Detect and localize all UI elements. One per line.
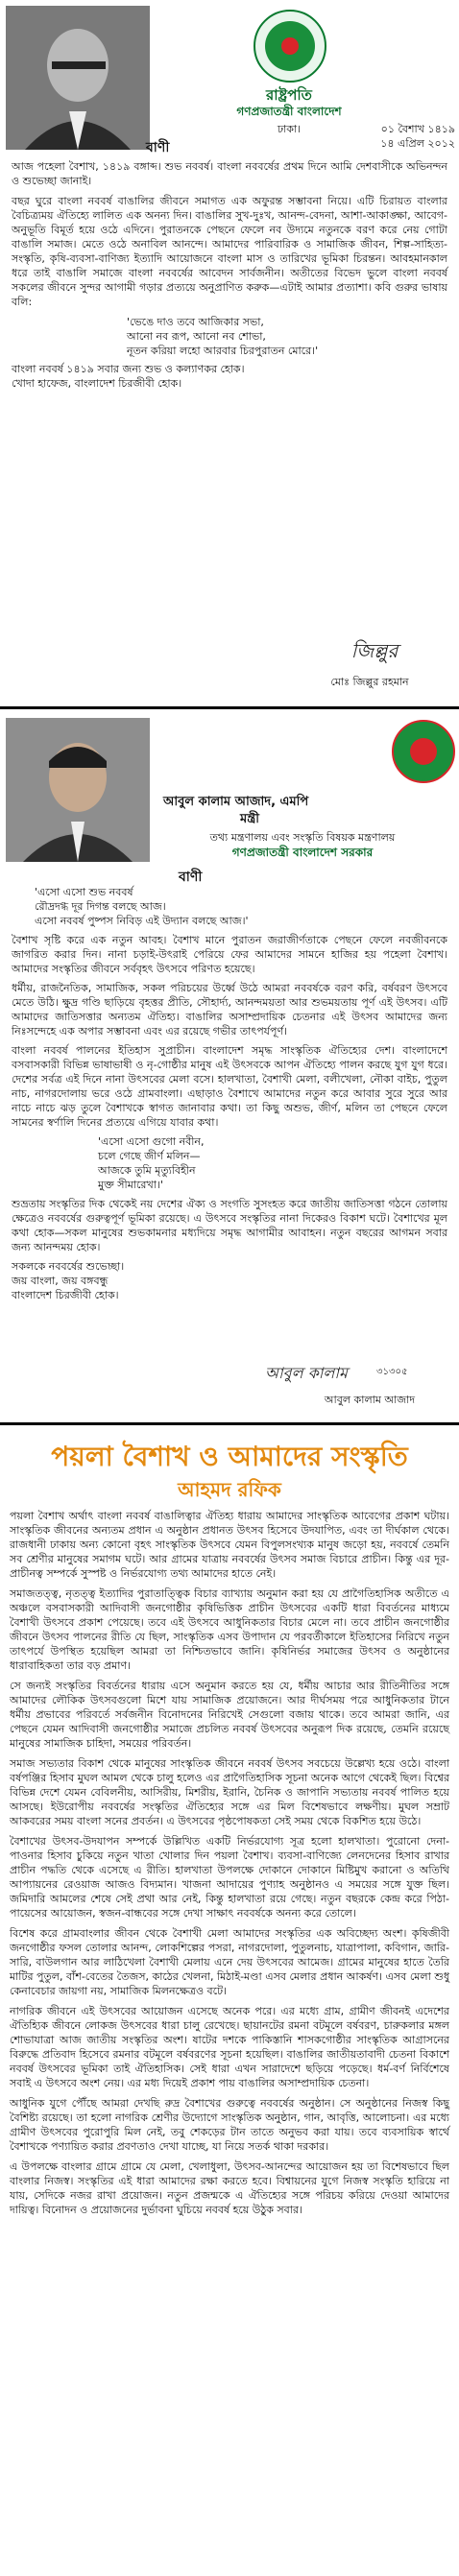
- article-paragraph: পয়লা বৈশাখ অর্থাৎ বাংলা নববর্ষ বাঙালিত্বার ঐতিহ্য ধারায় আমাদের সাংস্কৃতিক আবেগের প্রকাশ ঘটায়। সাংস্কৃতিক জীবনের অন্যতম প্রধান এ অনুষ্ঠান প্রধানত উৎসব হিসেবে উদযাপিত, এবং তা দীর্ঘকাল থেকে। রাজধানী ঢাকায় অন্য কোনো বৃহৎ সাংস্কৃতিক উৎসবে যেমন বিপুলসংখ্যক মানুষ জড়ো হয়, নববর্ষে তেমনি সব শ্রেণীর মানুষের সমাগম ঘটে। আর গ্রামের যাত্রায় নববর্ষের উৎসব সমাজ বিচারে প্রাচীন। কিন্তু এর দূর-প্রাচীনত্ব সম্পর্কে সুস্পষ্ট ও নির্ভরযোগ্য তথ্য আমাদের হাতে নেই।: [10, 1510, 449, 1580]
- president-title: রাষ্ট্রপতি: [266, 86, 312, 104]
- minister-paragraph: জয় বাংলা, জয় বঙ্গবন্ধু: [12, 1275, 109, 1287]
- article-paragraph: সমাজ সভ্যতার বিকাশ থেকে মানুষের সাংস্কৃতিক জীবনে নববর্ষ উৎসব সবচেয়ে উল্লেখ্য হয়ে ওঠে। বাংলা বর্ষপঞ্জির হিসাব মুঘল আমল থেকে চালু হলেও এর প্রাগৈতিহাসিক সূচনা অনেক আগে থেকেই ছিল। বিশ্বের বিভিন্ন দেশে যেমন বেবিলনীয়, আসিরীয়, মিশরীয়, ইরানি, চৈনিক ও জাপানি সভ্যতায় নববর্ষ পালিত হয়ে আসছে। ইউরোপীয় নববর্ষের সংস্কৃতির ঐতিহ্যের সঙ্গে এর মিল বিশেষভাবে লক্ষণীয়। মুঘল সম্রাট আকবরের সময় বাংলা সনের প্রবর্তন। এ উৎসবের পৃষ্ঠপোষকতা সেই সময় থেকে বিকশিত হয়ে উঠে।: [10, 1757, 449, 1827]
- minister-ministry: তথ্য মন্ত্রণালয় এবং সংস্কৃতি বিষয়ক মন্ত্রণালয়: [209, 831, 396, 844]
- bangladesh-emblem-icon: [254, 10, 326, 83]
- president-photo: [6, 6, 150, 150]
- poem-line: 'ভেঙে দাও তবে আজিকার সভা,: [127, 316, 264, 328]
- minister-paragraph: সকলকে নববর্ষের শুভেচ্ছা।: [12, 1260, 125, 1273]
- president-poem: [12, 315, 447, 358]
- president-message-section: [0, 0, 459, 709]
- president-date-bengali: ০১ বৈশাখ ১৪১৯: [380, 123, 455, 135]
- article-paragraph: বিশেষ করে গ্রামবাংলার জীবন থেকে বৈশাখী মেলা আমাদের সংস্কৃতির এক অবিচ্ছেদ্য অংশ। কৃষিজীবী জনগোষ্ঠীর ফসল তোলার আনন্দ, লোকশিল্পের পসরা, নাগরদোলা, পুতুলনাচ, যাত্রাপালা, কবিগান, জারি-সারি, বাউলগান আর লাঠিখেলা বৈশাখী মেলায় এনে দেয় উৎসবের আমেজ। গ্রামের মানুষের হাতে তৈরি মাটির পুতুল, বাঁশ-বেতের তৈজস, কাঠের খেলনা, মিঠাই-মণ্ডা এসব মেলার প্রধান আকর্ষণ। এসব মেলা শুধু কেনাবেচার জায়গা নয়, সামাজিক মিলনক্ষেত্রও বটে।: [10, 1927, 449, 1997]
- minister-signature-date: ৩১৩০৫: [376, 1367, 408, 1377]
- president-paragraph: খোদা হাফেজ, বাংলাদেশ চিরজীবী হোক।: [12, 377, 182, 390]
- president-paragraph: বছর ঘুরে বাংলা নববর্ষ বাঙালির জীবনে সমাগত এক অফুরন্ত সম্ভাবনা নিয়ে। এটি চিরায়ত বাংলার বৈচিত্র্যময় ঐতিহ্যে লালিত এক অনন্য দিন। বাঙালির সুখ-দুঃখ, আনন্দ-বেদনা, আশা-আকাঙ্ক্ষা, আবেগ-অনুভূতি বিমূর্ত হয়ে ওঠে এদিনে। পুরাতনকে পেছনে ফেলে নব উদ্যমে নতুনকে বরণ করে নেয় গোটা বাঙালি সমাজ। মেতে ওঠে অনাবিল আনন্দে। আমাদের পারিবারিক ও সামাজিক জীবন, শিল্প-সাহিত্য-সংস্কৃতি, কৃষি-ব্যবসা-বাণিজ্য ইত্যাদি আয়োজনে বাংলা মাস ও তারিখের ভূমিকা চিরন্তন। আবহমানকাল ধরে তাই বাঙালি সমাজে বাংলা নববর্ষের আবেদন সার্বজনীন। অতীতের বিভেদ ভুলে বাংলা নববর্ষ সকলের জীবনে সুন্দর আগামী গড়ার প্রত্যয়ে অনুপ্রাণিত করুক—এটাই আমার প্রত্যাশা। কবি গুরুর ভাষায় বলি:: [12, 195, 447, 308]
- minister-message-section: [0, 712, 459, 1425]
- poem-line: মুক্ত সীমারেখা।': [98, 1179, 163, 1191]
- poem-line: রৌদ্রদগ্ধ দূর দিগন্ত বলছে আজ।: [35, 900, 166, 913]
- minister-message-body: [12, 885, 447, 1302]
- president-city: ঢাকা।: [277, 123, 302, 135]
- poem-line: চলে গেছে জীর্ণ মলিন—: [98, 1150, 201, 1162]
- president-paragraph: বাংলা নববর্ষ ১৪১৯ সবার জন্য শুভ ও কল্যাণকর হোক।: [12, 363, 245, 375]
- poem-line: এসো নববর্ষ পুষ্পস নিবিড় এই উদ্যান বলছে আজ।': [35, 915, 249, 927]
- article-paragraph: বৈশাখের উৎসব-উদযাপন সম্পর্কে উল্লিখিত একটি নির্ভরযোগ্য সূত্র হলো হালখাতা। পুরোনো দেনা-পাওনার হিসাব চুকিয়ে নতুন খাতা খোলার দিন পয়লা বৈশাখ। ব্যবসা-বাণিজ্যে লেনদেনের হিসাব রাখার প্রাচীন পদ্ধতি থেকে এসেছে এ রীতি। হালখাতা উপলক্ষে দোকানে দোকানে মিষ্টিমুখ করানো ও অতিথি আপ্যায়নের রেওয়াজ আজও বিদ্যমান। খাজনা আদায়ের পুণ্যাহ অনুষ্ঠানও এ সময়ের সঙ্গে যুক্ত ছিল। জমিদারি আমলের শেষে সেই প্রথা আর নেই, কিন্তু হালখাতা রয়ে গেছে। নতুন বছরকে কেন্দ্র করে পিঠা-পায়েসের আয়োজন, স্বজন-বান্ধবের সঙ্গে দেখা সাক্ষাৎ নববর্ষকে অনন্য করে তোলে।: [10, 1835, 449, 1920]
- minister-paragraph: বাংলা নববর্ষ পালনের ইতিহাস সুপ্রাচীন। বাংলাদেশ সমৃদ্ধ সাংস্কৃতিক ঐতিহ্যের দেশ। বাংলাদেশে বসবাসকারী বিভিন্ন ভাষাভাষী ও নৃ-গোষ্ঠীর মানুষ এই উৎসবকে আপন ঐতিহ্যে পালন করছে যুগ যুগ ধরে। দেশের সর্বত্র এই দিনে নানা উৎসবের মেলা বসে। হালখাতা, বৈশাখী মেলা, বলীখেলা, নৌকা বাইচ, পুতুল নাচ, নাগরদোলায় ভরে ওঠে গ্রামবাংলা। এছাড়াও বৈশাখে আমাদের নতুন করে আবার সুরে সুরে আর নাচে নাচে ঝড় তুলে বৈশাখকে স্বাগত জানাবার কথা। তা কিছু অশুভ, জীর্ণ, মলিন তা পেছনে ফেলে সামনের স্বর্ণালি দিনের প্রত্যয়ে এগিয়ে যাবার কথা।: [12, 1044, 447, 1129]
- minister-name-bottom: আবুল কালাম আজাদ: [324, 1394, 416, 1406]
- poem-line: আজকে তুমি মৃত্যুবিহীন: [98, 1164, 196, 1177]
- minister-message-heading: বাণী: [179, 870, 203, 885]
- minister-title: মন্ত্রী: [240, 812, 259, 826]
- minister-paragraph: বৈশাখ সৃষ্টি করে এক নতুন আবহ। বৈশাখ মানে পুরাতন জরাজীর্ণতাকে পেছনে ফেলে নবজীবনকে জাগরিত করার দিন। নানা চড়াই-উৎরাই পেরিয়ে ফের আমাদের সামনে হাজির হয় পহেলা বৈশাখ। আমাদের সংস্কৃতির জীবনে সর্ববৃহৎ উৎসবে পরিণত হয়েছে।: [12, 934, 447, 975]
- president-message-body: [12, 159, 447, 391]
- article-paragraph: সমাজতত্ত্ব, নৃতত্ত্ব ইত্যাদির পুরাতাত্ত্বিক বিচার ব্যাখ্যায় অনুমান করা হয় যে প্রাগৈতিহাসিক অতীতে এ অঞ্চলে বসবাসকারী আদিবাসী জনগোষ্ঠীর কৃষিভিত্তিক প্রাচীন উৎসবের একটি ধারা বিবর্তনের মাধ্যমে বৈশাখী উৎসবে প্রকাশ পেয়েছে। তবে এই উৎসবে আধুনিকতার বিচার মেলে না। তবে প্রাচীন জনগোষ্ঠীর জীবনে উৎসব পালনের রীতি যে ছিল, সাংস্কৃতিক এসব উপাদান যে পরবর্তীকালে ইতিহাসের নিরিখে নতুন তাৎপর্যে উপস্থিত হয়েছিল আমরা তা নিশ্চিতভাবে জানি। কৃষিনির্ভর সমাজের উৎসব ও অনুষ্ঠানের ধারাবাহিকতা তার বড় প্রমাণ।: [10, 1587, 449, 1672]
- poem-line: নূতন করিয়া লহো আরবার চিরপুরাতন মোরে।': [127, 345, 319, 357]
- government-seal-icon: [392, 720, 455, 783]
- article-paragraph: এ উপলক্ষে বাংলার গ্রামে গ্রামে যে মেলা, খেলাধুলা, উৎসব-আনন্দের আয়োজন হয় তা বিশেষভাবে ছিল বাংলার নিজস্ব। সংস্কৃতির এই ধারা আমাদের রক্ষা করতে হবে। বিশ্বায়নের যুগে নিজস্ব সংস্কৃতি হারিয়ে না যায়, সেদিকে নজর রাখা প্রয়োজন। নতুন প্রজন্মকে এ ঐতিহ্যের সঙ্গে পরিচয় করিয়ে দেওয়া আমাদের দায়িত্ব। বিনোদন ও প্রয়োজনের দুর্ভাবনা ঘুচিয়ে নববর্ষ হয়ে উঠুক সবার।: [10, 2160, 449, 2216]
- president-signature: জিল্লুর: [350, 639, 399, 662]
- article-section: [0, 1428, 459, 2576]
- poem-line: আনো নব রূপ, আনো নব শোভা,: [127, 330, 266, 343]
- article-paragraph: নাগরিক জীবনে এই উৎসবের আয়োজন এসেছে অনেক পরে। এর মধ্যে গ্রাম, গ্রামীণ জীবনই এদেশের ঐতিহ্যিক জীবনে লোকজ উৎসবের ধারা চালু রেখেছে। ছায়ানটের রমনা বটমূলে বর্ষবরণ, চারুকলার মঙ্গল শোভাযাত্রা আজ জাতীয় সংস্কৃতির অংশ। ষাটের দশকে পাকিস্তানি শাসকগোষ্ঠীর সাংস্কৃতিক আগ্রাসনের বিরুদ্ধে প্রতিবাদ হিসেবে রমনার বটমূলে বর্ষবরণের সূচনা হয়েছিল। বাঙালির জাতীয়তাবাদী চেতনা বিকাশে নববর্ষ উৎসবের ভূমিকা তাই ঐতিহাসিক। সেই ধারা এখন সারাদেশে ছড়িয়ে পড়েছে। ধর্ম-বর্ণ নির্বিশেষে সবাই এ উৎসবে অংশ নেয়। এর মধ্য দিয়েই প্রকাশ পায় বাঙালির অসাম্প্রদায়িক চেতনা।: [10, 2005, 449, 2089]
- article-headline: পয়লা বৈশাখ ও আমাদের সংস্কৃতি: [51, 1441, 408, 1472]
- minister-paragraph: শুভ্রতায় সংস্কৃতির দিক থেকেই নয় দেশের ঐক্য ও সংগতি সুসংহত করে জাতীয় জাতিসত্তা গঠনে তোলায় ক্ষেত্রেও নববর্ষের গুরুত্বপূর্ণ ভূমিকা রয়েছে। এ উৎসবে সংস্কৃতির নানা দিকেরও বিকাশ ঘটে। বৈশাখের মূল কথা হোক—সকল মানুষের শুভকামনার মধ্যদিয়ে সমৃদ্ধ আগামীর আবাহন। নতুন বছরের আগমন সবার জন্য আনন্দময় হোক।: [12, 1198, 447, 1253]
- minister-poem-2: [12, 1134, 447, 1192]
- article-author: আহমদ রফিক: [178, 1478, 281, 1501]
- minister-photo: [6, 718, 150, 862]
- minister-signature: আবুল কালাম: [265, 1364, 348, 1382]
- president-govt: গণপ্রজাতন্ত্রী বাংলাদেশ: [236, 105, 342, 118]
- minister-govt: গণপ্রজাতন্ত্রী বাংলাদেশ সরকার: [231, 846, 374, 859]
- president-paragraph: আজ পহেলা বৈশাখ, ১৪১৯ বঙ্গাব্দ। শুভ নববর্ষ। বাংলা নববর্ষের প্রথম দিনে আমি দেশবাসীকে অভিনন্দন ও শুভেচ্ছা জানাই।: [12, 160, 447, 187]
- minister-poem-1: [12, 885, 447, 928]
- president-date-english: ১৪ এপ্রিল ২০১২: [380, 137, 455, 150]
- minister-paragraph: ধর্মীয়, রাজনৈতিক, সামাজিক, সকল পরিচয়ের উর্ধ্বে উঠে আমরা নববর্ষকে বরণ করি, বর্ষবরণ উৎসবে মেতে উঠি। ক্ষুদ্র গণ্ডি ছাড়িয়ে বৃহত্তর প্রীতি, সৌহার্দ্য, আনন্দময়তা আর শুভময়তায় পূর্ণ এই উৎসব। এটি আমাদের জাতিসত্তার অন্যতম ঐতিহ্য। বাঙালির অসাম্প্রদায়িক চেতনার এই উৎসব আমাদের জন্য নিঃসন্দেহে এক অপার সম্ভাবনা এবং এর রয়েছে গভীর তাৎপর্যপূর্ণ।: [12, 982, 447, 1038]
- poem-line: 'এসো এসো গুগো নবীন,: [98, 1135, 205, 1148]
- minister-name: আবুল কালাম আজাদ: [163, 795, 272, 809]
- article-body: [10, 1509, 449, 2217]
- president-name: মোঃ জিল্লুর রহমান: [330, 676, 409, 688]
- minister-paragraph: বাংলাদেশ চিরজীবী হোক।: [12, 1289, 119, 1301]
- poem-line: 'এসো এসো শুভ নববর্ষ: [35, 886, 133, 898]
- president-message-heading: বাণী: [146, 140, 170, 155]
- article-paragraph: সে জন্যই সংস্কৃতির বিবর্তনের ধারায় এসে অনুমান করতে হয় যে, ধর্মীয় আচার আর রীতিনীতির সঙ্গে আমাদের লৌকিক উৎসবগুলো মিশে যায় সামাজিক প্রয়োজনে। আর দীর্ঘসময় পরে আধুনিকতার টানে ধর্মীয় প্রভাবের পরিবর্তে সর্বজনীন বিনোদনের নিরিখেই সেগুলো বজায় থাকে। তবে আমরা জানি, এর পেছনে যেমন আদিবাসী জনগোষ্ঠীর সমাজে প্রচলিত নববর্ষ উৎসবের অনুরূপ দিক রয়েছে, তেমনি রয়েছে মানুষের সামাজিক চাহিদা, সময়ের পরিবর্তন।: [10, 1680, 449, 1750]
- minister-suffix: , এমপি: [271, 795, 309, 809]
- article-paragraph: আধুনিক যুগে পৌঁছে আমরা দেখছি রুদ্র বৈশাখের গুরুত্বে নববর্ষের অনুষ্ঠান। সে অনুষ্ঠানের নিজস্ব কিছু বৈশিষ্ট্য রয়েছে। তা হলো নাগরিক শ্রেণীর উদ্যোগে সাংস্কৃতিক অনুষ্ঠান, গান, আবৃত্তি, আলোচনা। এর মধ্যে গ্রামীণ উৎসবের পুরোপুরি মিল নেই, তবু শেকড়ের টান তাতে অনুভব করা যায়। তবে ব্যবসায়িক স্বার্থে বৈশাখকে পণ্যায়িত করার প্রবণতাও দেখা যাচ্ছে, যা নিয়ে সতর্ক থাকা দরকার।: [10, 2097, 449, 2153]
